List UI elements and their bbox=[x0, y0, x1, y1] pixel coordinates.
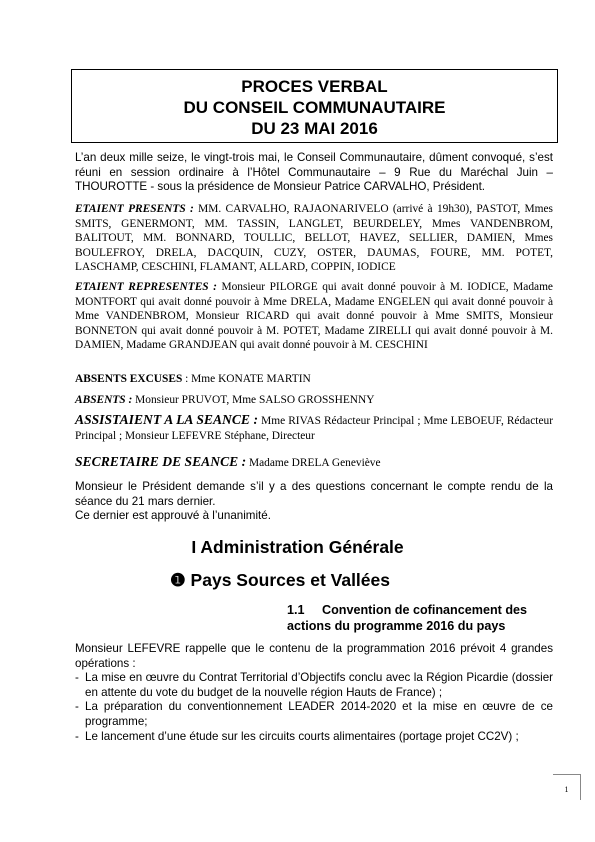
list-item: - Le lancement d’une étude sur les circuits courts alimentaires (portage projet CC2V) ; bbox=[75, 729, 519, 743]
approval-paragraph bbox=[75, 480, 553, 524]
excuses-paragraph bbox=[75, 372, 553, 387]
page-number: 1 bbox=[553, 774, 581, 800]
item-number: 1.1 bbox=[287, 603, 305, 617]
absents-text: Monsieur PRUVOT, Mme SALSO GROSSHENNY bbox=[132, 394, 375, 406]
dash-bullet: - bbox=[75, 729, 79, 743]
excuses-label: ABSENTS EXCUSES bbox=[75, 373, 183, 385]
representes-text: Monsieur PILORGE qui avait donné pouvoir à M. IODICE, Madame MONTFORT qui avait donné pouvoir à Mme DRELA, Madame ENGELEN qui avait donné pouvoir à Mme VANDENBROM, Monsieur RICARD qui avait donné pouvoir à Mme SMITS, Monsieur BONNETON qui avait donné pouvoir à M. POTET, Madame ZIRELLI qui avait donné pouvoir à M. DAMIEN, Madame GRANDJEAN qui avait donné pouvoir à M. CESCHINI bbox=[75, 281, 553, 352]
excuses-text: : Mme KONATE MARTIN bbox=[182, 373, 311, 385]
list-item: - La préparation du conventionnement LEADER 2014-2020 et la mise en œuvre de ce programme; bbox=[75, 700, 553, 728]
operations-list bbox=[75, 671, 553, 744]
title-line-2: DU CONSEIL COMMUNAUTAIRE bbox=[183, 98, 446, 117]
absents-label: ABSENTS : bbox=[75, 394, 133, 406]
intro-paragraph: L’an deux mille seize, le vingt-trois mai, le Conseil Communautaire, dûment convoqué, s’est réuni en session ordinaire à l’Hôtel Communautaire – 9 Rue du Maréchal Juin – THOUROTTE - sous la présidence de Monsieur Patrice CARVALHO, Président. bbox=[75, 151, 553, 194]
title-line-1: PROCES VERBAL bbox=[241, 77, 388, 96]
list-item: - La mise en œuvre du Contrat Territorial d’Objectifs conclu avec la Région Picardie (dossier en attente du vote du budget de la nouvelle région Hauts de France) ; bbox=[75, 671, 553, 699]
item-heading bbox=[287, 603, 553, 634]
presents-paragraph bbox=[75, 202, 553, 275]
approval-line-2: Ce dernier est approuvé à l’unanimité. bbox=[75, 509, 271, 523]
presents-text: MM. CARVALHO, RAJAONARIVELO (arrivé à 19h30), PASTOT, Mmes SMITS, GENERMONT, MM. TASSIN, LANGLET, BEURDELEY, Mmes VANDENBROM, BALITOUT, MM. BONNARD, TOULLIC, BELLOT, HAVEZ, SELLIER, DAMIEN, Mmes BOULEFROY, DRELA, DACQUIN, CUZY, OSTER, DAUMAS, FOURE, MM. POTET, LASCHAMP, CESCHINI, FLAMANT, ALLARD, COPPIN, IODICE bbox=[75, 203, 553, 274]
body-intro: Monsieur LEFEVRE rappelle que le contenu de la programmation 2016 prévoit 4 grandes opérations : bbox=[75, 642, 553, 670]
representes-paragraph bbox=[75, 280, 553, 353]
representes-label: ETAIENT REPRESENTES : bbox=[75, 281, 217, 293]
document-title-box bbox=[71, 69, 558, 143]
secretaire-label: SECRETAIRE DE SEANCE : bbox=[75, 454, 247, 469]
assistaient-text: Mme RIVAS Rédacteur Principal ; Mme LEBOEUF, Rédacteur Principal ; Monsieur LEFEVRE Stéphane, Directeur bbox=[75, 415, 553, 442]
body-paragraph bbox=[75, 642, 553, 744]
secretaire-text: Madame DRELA Geneviève bbox=[246, 457, 381, 469]
assistaient-paragraph bbox=[75, 413, 553, 443]
title-line-3: DU 23 MAI 2016 bbox=[251, 119, 378, 138]
dash-bullet: - bbox=[75, 700, 79, 714]
item-title-line-2: actions du programme 2016 du pays bbox=[287, 618, 506, 633]
assistaient-label: ASSISTAIENT A LA SEANCE : bbox=[75, 412, 259, 427]
item-title-line-1: Convention de cofinancement des bbox=[322, 603, 528, 617]
dash-bullet: - bbox=[75, 671, 79, 685]
absents-paragraph bbox=[75, 393, 553, 408]
section-heading: I Administration Générale bbox=[191, 537, 404, 557]
approval-line-1: Monsieur le Président demande s’il y a des questions concernant le compte rendu de la séance du 21 mars dernier. bbox=[75, 480, 553, 508]
presents-label: ETAIENT PRESENTS : bbox=[75, 203, 194, 215]
subsection-heading: ❶ Pays Sources et Vallées bbox=[170, 570, 390, 590]
secretaire-paragraph bbox=[75, 455, 553, 471]
